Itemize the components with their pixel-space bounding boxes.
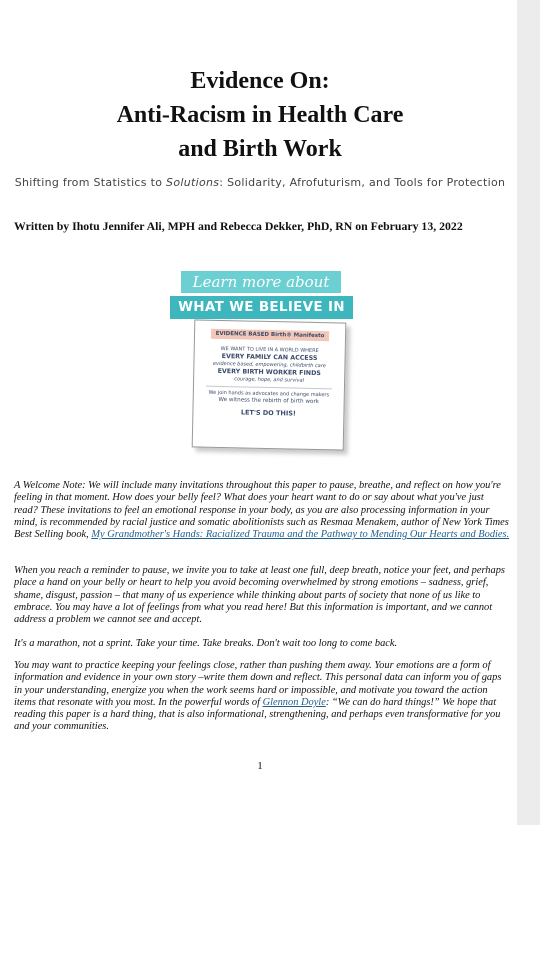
vertical-scrollbar[interactable]: [517, 0, 540, 825]
document-subtitle: [0, 176, 520, 189]
learn-more-banner[interactable]: Learn more about: [181, 271, 341, 293]
title-line-2: Anti-Racism in Health Care: [116, 102, 404, 128]
pause-reminder-paragraph: When you reach a reminder to pause, we invite you to take at least one full, deep breath, notice your feet, and perhaps place a hand on your belly or heart to help you avoid becoming overwhelmed by strong emotions – sadness, grief, shame, disgust, passion – that many of us experience while thinking about parts of society that none of us like to embrace. You may have a lot of feelings from what you read here! But this information is important, and we cannot address a problem we cannot see and accept.: [14, 565, 505, 626]
manifesto-line-1: WE WANT TO LIVE IN A WORLD WHERE: [220, 345, 319, 355]
title-line-1: Evidence On:: [190, 68, 330, 94]
title-line-3: and Birth Work: [178, 136, 342, 162]
feelings-paragraph: [14, 660, 510, 734]
author-byline: Written by Ihotu Jennifer Ali, MPH and Rebecca Dekker, PhD, RN on February 13, 2022: [14, 219, 463, 233]
subtitle-part-2: : Solidarity, Afrofuturism, and Tools for Protection: [219, 176, 506, 189]
subtitle-part-1: Shifting from Statistics to: [14, 176, 167, 189]
what-we-believe-badge[interactable]: [160, 265, 360, 455]
manifesto-line-4: EVERY BIRTH WORKER FINDS: [217, 367, 321, 378]
welcome-note-text: A Welcome Note: We will include many invitations throughout this paper to pause, breathe, and reflect on how you're feeling in that moment. How does your belly feel? What does your heart want to do or say about what you've just read? These invitations to feel an emotional response in your body, as you are also processing information in your mind, is recommended by racial justice and somatic abolitionists such as Resmaa Menakem, author of New York Times Best Selling book,: [14, 480, 509, 541]
what-we-believe-banner[interactable]: WHAT WE BELIEVE IN: [170, 296, 353, 319]
grandmothers-hands-link[interactable]: My Grandmother's Hands: Racialized Trauma and the Pathway to Mending Our Hearts and Bodies.: [91, 529, 510, 541]
manifesto-header: EVIDENCE BASED Birth® Manifesto: [211, 329, 329, 341]
manifesto-line-5: courage, hope, and survival: [234, 376, 305, 384]
manifesto-line-6: We join hands as advocates and change makers: [208, 389, 330, 399]
manifesto-line-3: evidence based, empowering, childbirth care: [212, 360, 326, 370]
manifesto-paper: [192, 319, 347, 450]
manifesto-divider: [206, 386, 332, 390]
feelings-text: You may want to practice keeping your feelings close, rather than pushing them away. Your emotions are a form of information and evidence in your own story –write them down and reflect. This personal data can inform you of gaps in your understanding, energize you when the work seems hard or impossible, and motivate you toward the action items that resonate with you most. In the powerful words of: [14, 660, 502, 708]
glennon-doyle-link[interactable]: Glennon Doyle: [262, 696, 326, 708]
feelings-text-end: : “We can do hard things!” We hope that reading this paper is a hard thing, that is also informational, strengthening, and perhaps even transformative for you and your communities.: [14, 696, 501, 733]
marathon-paragraph: It's a marathon, not a sprint. Take your time. Take breaks. Don't wait too long to come back.: [14, 638, 398, 649]
manifesto-line-2: EVERY FAMILY CAN ACCESS: [221, 353, 318, 363]
manifesto-cta: LET'S DO THIS!: [240, 408, 297, 418]
page-number: 1: [257, 760, 263, 772]
manifesto-line-7: We witness the rebirth of birth work: [218, 396, 319, 406]
document-title: [0, 64, 520, 166]
manifesto-card: [192, 319, 347, 450]
subtitle-emphasis: Solutions: [166, 176, 220, 189]
welcome-note-paragraph: [14, 480, 510, 541]
